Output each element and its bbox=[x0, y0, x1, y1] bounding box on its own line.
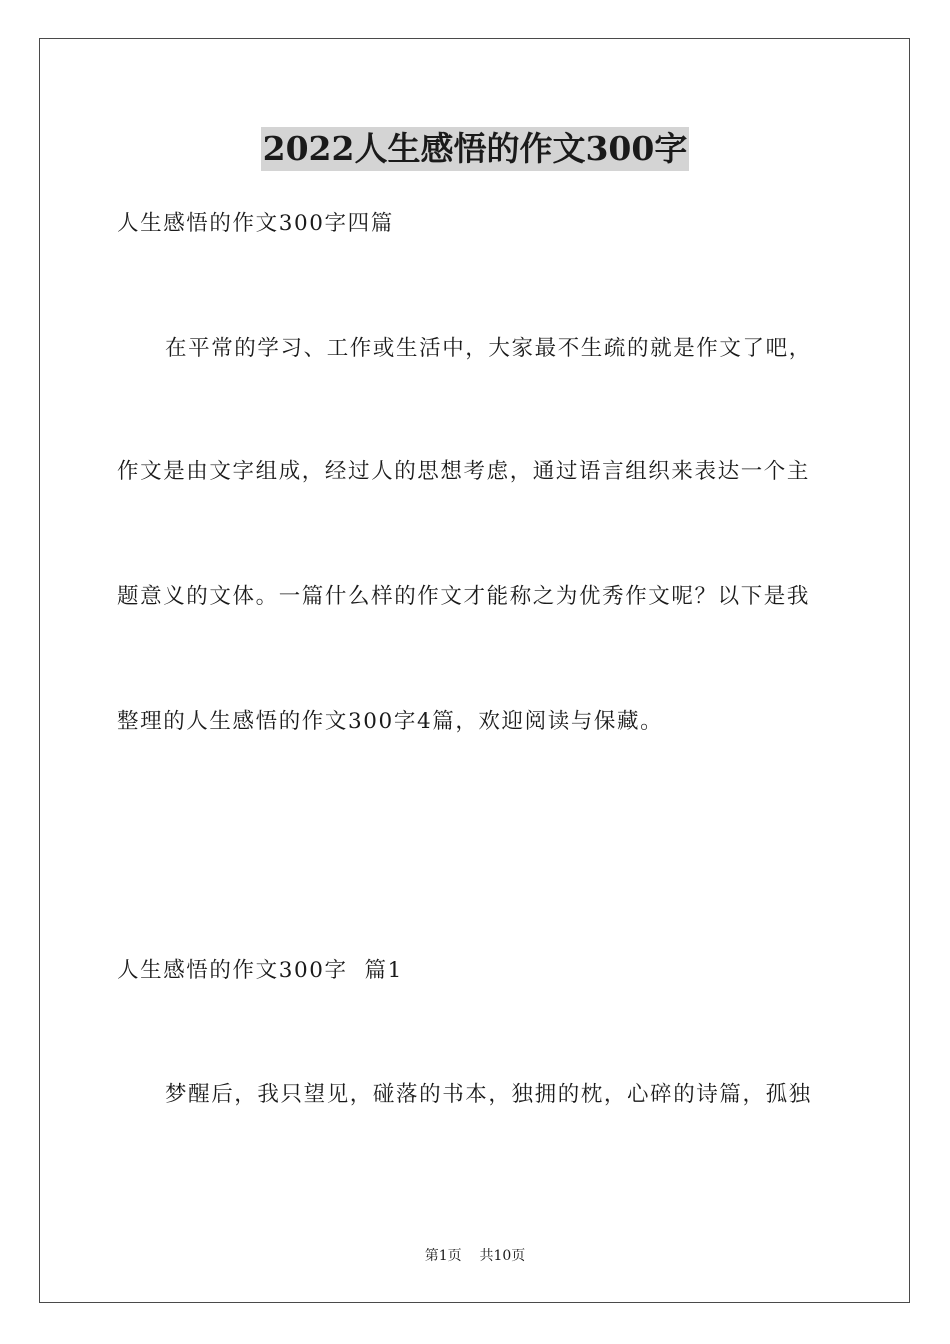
paragraph-line: 在平常的学习、工作或生活中，大家最不生疏的就是作文了吧， bbox=[165, 336, 812, 361]
paragraph-line: 整理的人生感悟的作文300字4篇，欢迎阅读与保藏。 bbox=[117, 709, 664, 734]
document-subtitle: 人生感悟的作文300字四篇 bbox=[117, 211, 394, 236]
title-container bbox=[0, 127, 950, 171]
section-heading: 人生感悟的作文300字 篇1 bbox=[117, 958, 403, 983]
page-number-footer: 第1页 共10页 bbox=[424, 1248, 526, 1264]
document-title: 2022人生感悟的作文300字 bbox=[261, 127, 690, 171]
paragraph-line: 题意义的文体。一篇什么样的作文才能称之为优秀作文呢？以下是我 bbox=[117, 584, 811, 609]
paragraph-line: 梦醒后，我只望见，碰落的书本，独拥的枕，心碎的诗篇，孤独 bbox=[165, 1082, 812, 1107]
paragraph-line: 作文是由文字组成，经过人的思想考虑，通过语言组织来表达一个主 bbox=[117, 459, 811, 484]
